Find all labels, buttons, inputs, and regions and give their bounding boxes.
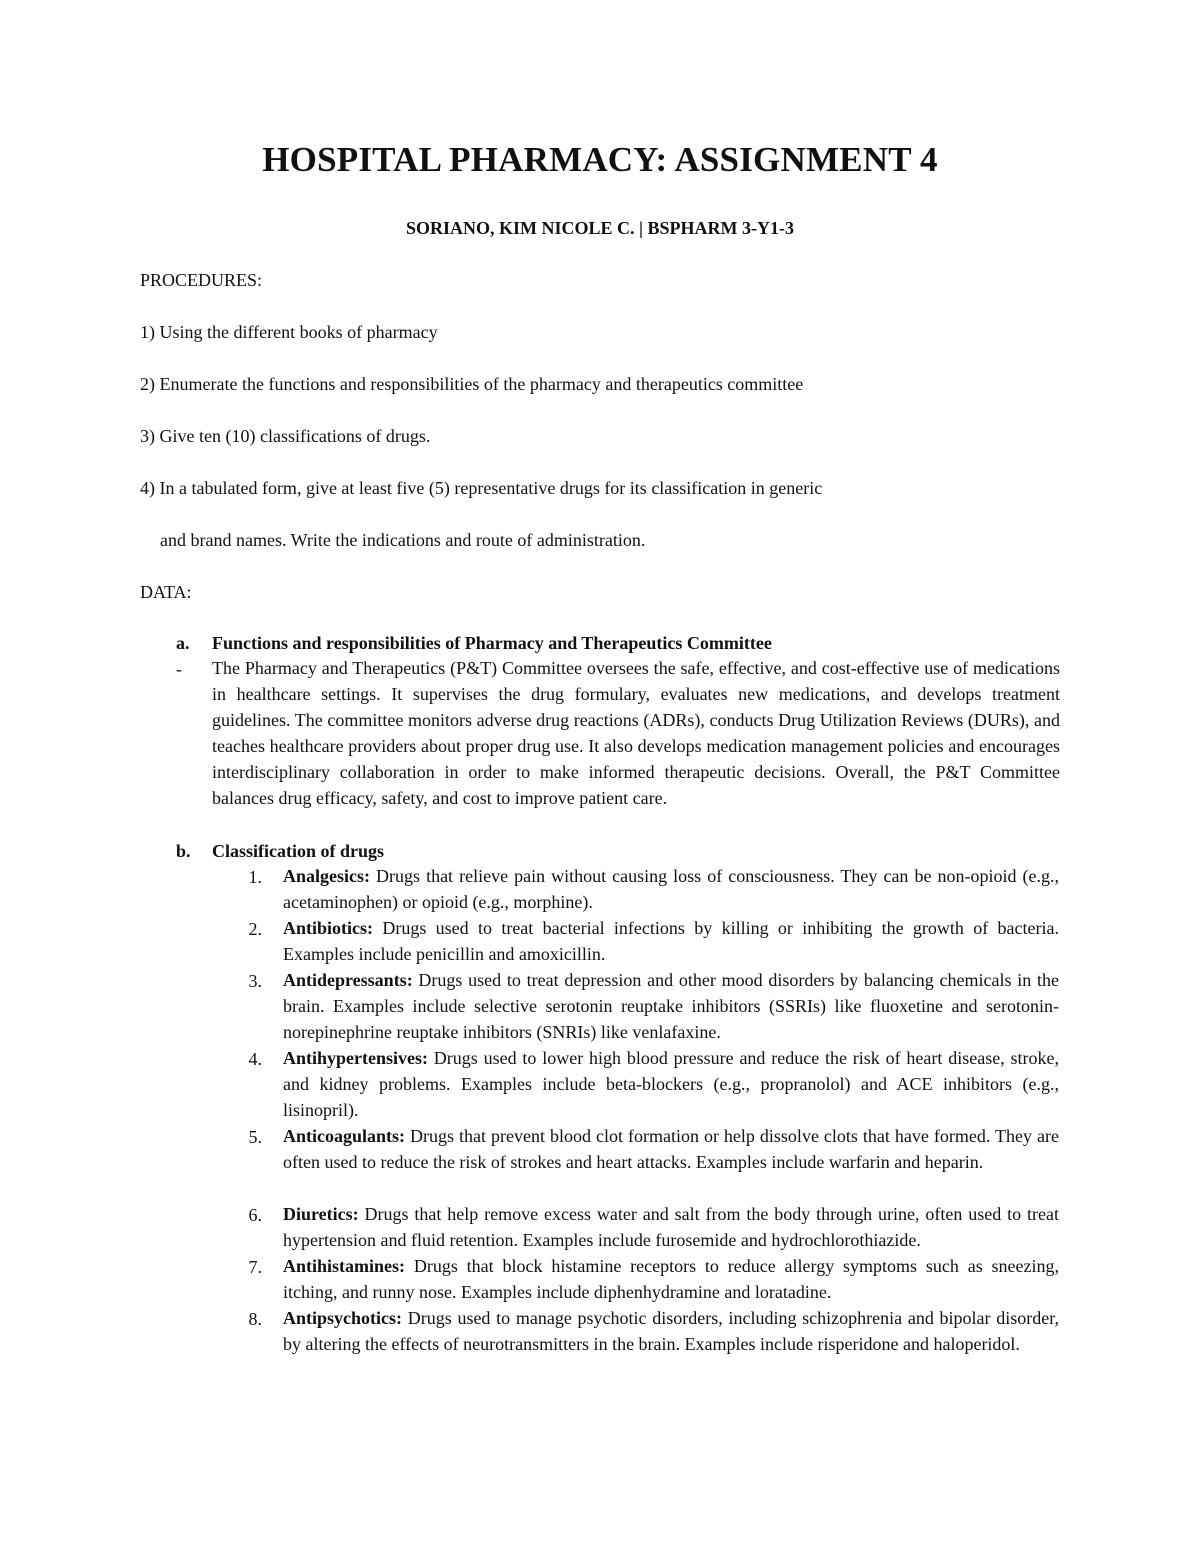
list-number: 5. <box>248 1127 262 1147</box>
author-line: SORIANO, KIM NICOLE C. | BSPHARM 3-Y1-3 <box>406 218 794 238</box>
drug-class-description: Drugs used to manage psychotic disorders, including schizophrenia and bipolar disorder, by altering the effects of neurotransmitters in the brain. Examples include risperidone and haloperidol. <box>283 1308 1059 1354</box>
drug-class-description: Drugs used to treat bacterial infections by killing or inhibiting the growth of bacteria. Examples include penicillin and amoxicillin. <box>283 918 1059 964</box>
list-item <box>283 1123 1059 1175</box>
section-a-bullet: - <box>176 659 182 679</box>
drug-class-term: Antipsychotics: <box>283 1308 403 1328</box>
drug-class-term: Anticoagulants: <box>283 1126 406 1146</box>
list-item <box>283 1305 1059 1357</box>
list-item <box>283 1253 1059 1305</box>
drug-class-term: Antidepressants: <box>283 970 413 990</box>
list-number: 1. <box>248 867 262 887</box>
list-number: 3. <box>248 971 262 991</box>
drug-class-term: Analgesics: <box>283 866 370 886</box>
list-item <box>283 863 1059 915</box>
list-item <box>283 967 1059 1045</box>
list-item <box>283 1045 1059 1123</box>
drug-class-description: Drugs that prevent blood clot formation or help dissolve clots that have formed. They are often used to reduce the risk of strokes and heart attacks. Examples include warfarin and heparin. <box>283 1126 1059 1172</box>
section-b-label: b. <box>176 841 191 861</box>
document-title: HOSPITAL PHARMACY: ASSIGNMENT 4 <box>262 140 938 179</box>
drug-class-description: Drugs that block histamine receptors to reduce allergy symptoms such as sneezing, itching, and runny nose. Examples include diphenhydramine and loratadine. <box>283 1256 1059 1302</box>
list-number: 8. <box>248 1309 262 1329</box>
list-number: 2. <box>248 919 262 939</box>
drug-class-description: Drugs that help remove excess water and salt from the body through urine, often used to treat hypertension and fluid retention. Examples include furosemide and hydrochlorothiazide. <box>283 1204 1059 1250</box>
list-item <box>283 915 1059 967</box>
procedure-step: 1) Using the different books of pharmacy <box>140 322 438 342</box>
procedure-step-continuation: and brand names. Write the indications and route of administration. <box>160 530 646 550</box>
section-a-heading: Functions and responsibilities of Pharmacy and Therapeutics Committee <box>212 633 772 653</box>
list-item <box>283 1201 1059 1253</box>
drug-class-description: Drugs used to treat depression and other mood disorders by balancing chemicals in the brain. Examples include selective serotonin reuptake inhibitors (SSRIs) like fluoxetine and serotonin-norepinephrine reuptake inhibitors (SNRIs) like venlafaxine. <box>283 970 1059 1042</box>
drug-class-description: Drugs that relieve pain without causing loss of consciousness. They can be non-opioid (e.g., acetaminophen) or opioid (e.g., morphine). <box>283 866 1059 912</box>
drug-class-term: Antihypertensives: <box>283 1048 428 1068</box>
drug-class-term: Antibiotics: <box>283 918 373 938</box>
data-heading: DATA: <box>140 582 192 602</box>
drug-class-term: Diuretics: <box>283 1204 359 1224</box>
drug-class-description: Drugs used to lower high blood pressure and reduce the risk of heart disease, stroke, and kidney problems. Examples include beta-blockers (e.g., propranolol) and ACE inhibitors (e.g., lisinopril). <box>283 1048 1059 1120</box>
section-a-label: a. <box>176 633 190 653</box>
procedures-heading: PROCEDURES: <box>140 270 263 290</box>
section-a-paragraph: The Pharmacy and Therapeutics (P&T) Committee oversees the safe, effective, and cost-effective use of medications in healthcare settings. It supervises the drug formulary, evaluates new medications, and develops treatment guidelines. The committee monitors adverse drug reactions (ADRs), conducts Drug Utilization Reviews (DURs), and teaches healthcare providers about proper drug use. It also develops medication management policies and encourages interdisciplinary collaboration in order to make informed therapeutic decisions. Overall, the P&T Committee balances drug efficacy, safety, and cost to improve patient care. <box>212 658 1060 808</box>
list-number: 7. <box>248 1257 262 1277</box>
procedure-step: 3) Give ten (10) classifications of drugs. <box>140 426 431 446</box>
procedure-step: 2) Enumerate the functions and responsibilities of the pharmacy and therapeutics committee <box>140 374 804 394</box>
list-number: 6. <box>248 1205 262 1225</box>
section-b-heading: Classification of drugs <box>212 841 385 861</box>
drug-class-term: Antihistamines: <box>283 1256 406 1276</box>
procedure-step: 4) In a tabulated form, give at least five (5) representative drugs for its classification in generic <box>140 478 823 498</box>
list-number: 4. <box>248 1049 262 1069</box>
